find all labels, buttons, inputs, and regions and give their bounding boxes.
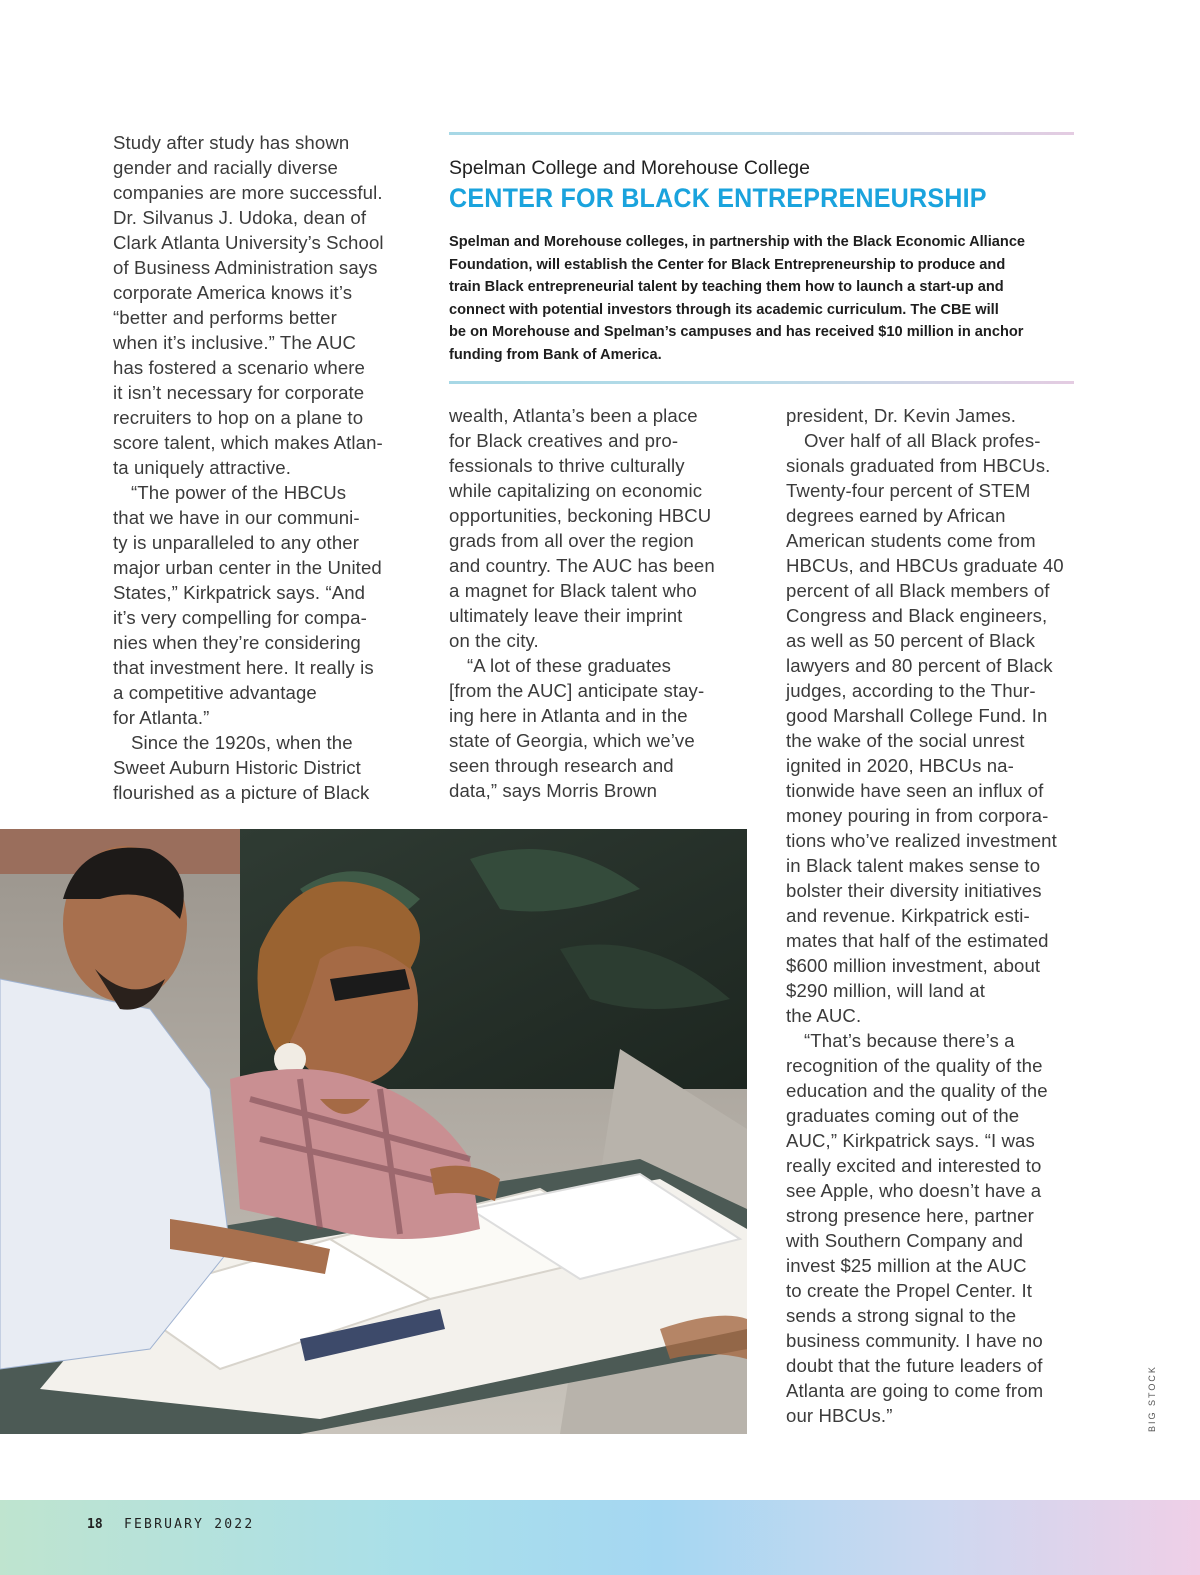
body-line: that investment here. It really is xyxy=(113,657,374,678)
body-line: with Southern Company and xyxy=(786,1230,1024,1251)
body-line: Clark Atlanta University’s School xyxy=(113,232,384,253)
sidebar-top-rule xyxy=(449,132,1074,135)
photo-credit: BIG STOCK xyxy=(1147,1365,1157,1432)
body-line: when it’s inclusive.” The AUC xyxy=(113,332,357,353)
body-line: a magnet for Black talent who xyxy=(449,580,697,601)
body-line: good Marshall College Fund. In xyxy=(786,705,1048,726)
page-number: 18 xyxy=(87,1517,103,1532)
body-line: corporate America knows it’s xyxy=(113,282,353,303)
body-line: degrees earned by African xyxy=(786,505,1006,526)
body-line: on the city. xyxy=(449,630,539,651)
body-line: while capitalizing on economic xyxy=(449,480,703,501)
body-line: to create the Propel Center. It xyxy=(786,1280,1032,1301)
body-line: doubt that the future leaders of xyxy=(786,1355,1043,1376)
sidebar-body xyxy=(449,231,1089,367)
body-line: Atlanta are going to come from xyxy=(786,1380,1044,1401)
body-line: the wake of the social unrest xyxy=(786,730,1025,751)
body-line: Twenty-four percent of STEM xyxy=(786,480,1031,501)
article-column-3 xyxy=(786,403,1091,1428)
students-studying-photo xyxy=(0,829,747,1434)
body-line: percent of all Black members of xyxy=(786,580,1050,601)
sidebar-line: funding from Bank of America. xyxy=(449,346,662,363)
body-line: the AUC. xyxy=(786,1005,862,1026)
body-line: States,” Kirkpatrick says. “And xyxy=(113,582,366,603)
body-line: grads from all over the region xyxy=(449,530,694,551)
body-line: $290 million, will land at xyxy=(786,980,985,1001)
sidebar-line: Spelman and Morehouse colleges, in partnership with the Black Economic Alliance xyxy=(449,234,1026,250)
body-line: ty is unparalleled to any other xyxy=(113,532,359,553)
body-line: American students come from xyxy=(786,530,1036,551)
body-line: bolster their diversity initiatives xyxy=(786,880,1042,901)
body-line: AUC,” Kirkpatrick says. “I was xyxy=(786,1130,1035,1151)
body-line: has fostered a scenario where xyxy=(113,357,365,378)
body-line: that we have in our communi- xyxy=(113,507,360,528)
body-line: companies are more successful. xyxy=(113,182,383,203)
body-line: ta uniquely attractive. xyxy=(113,457,292,478)
body-line: HBCUs, and HBCUs graduate 40 xyxy=(786,555,1064,576)
body-line: tions who’ve realized investment xyxy=(786,830,1057,851)
article-column-2 xyxy=(449,403,749,803)
sidebar-kicker: Spelman College and Morehouse College xyxy=(449,157,810,179)
body-line: opportunities, beckoning HBCU xyxy=(449,505,712,526)
sidebar-line: train Black entrepreneurial talent by teaching them how to launch a start-up and xyxy=(449,279,1004,296)
body-line: data,” says Morris Brown xyxy=(449,780,658,801)
body-line: ignited in 2020, HBCUs na- xyxy=(786,755,1014,776)
body-line: Study after study has shown xyxy=(113,132,350,153)
body-line: education and the quality of the xyxy=(786,1080,1048,1101)
body-line: nies when they’re considering xyxy=(113,632,361,653)
body-line: fessionals to thrive culturally xyxy=(449,455,685,476)
body-line: tionwide have seen an influx of xyxy=(786,780,1044,801)
body-line: score talent, which makes Atlan- xyxy=(113,432,383,453)
body-line: and country. The AUC has been xyxy=(449,555,715,576)
footer-bar xyxy=(0,1500,1200,1575)
body-line: really excited and interested to xyxy=(786,1155,1042,1176)
body-line: recognition of the quality of the xyxy=(786,1055,1043,1076)
body-line: president, Dr. Kevin James. xyxy=(786,405,1017,426)
sidebar-line: be on Morehouse and Spelman’s campuses and has received $10 million in anchor xyxy=(449,324,1024,341)
body-line: “The power of the HBCUs xyxy=(131,482,347,503)
body-line: business community. I have no xyxy=(786,1330,1043,1351)
body-line: lawyers and 80 percent of Black xyxy=(786,655,1053,676)
body-line: mates that half of the estimated xyxy=(786,930,1049,951)
body-line: of Business Administration says xyxy=(113,257,378,278)
body-line: “That’s because there’s a xyxy=(804,1030,1015,1051)
body-line: Sweet Auburn Historic District xyxy=(113,757,361,778)
body-line: for Atlanta.” xyxy=(113,707,210,728)
body-line: Over half of all Black profes- xyxy=(804,430,1041,451)
body-line: “A lot of these graduates xyxy=(467,655,672,676)
body-line: sionals graduated from HBCUs. xyxy=(786,455,1051,476)
body-line: strong presence here, partner xyxy=(786,1205,1034,1226)
body-line: graduates coming out of the xyxy=(786,1105,1020,1126)
body-line: Congress and Black engineers, xyxy=(786,605,1048,626)
body-line: “better and performs better xyxy=(113,307,337,328)
article-column-1 xyxy=(113,130,418,805)
sidebar-title: CENTER FOR BLACK ENTREPRENEURSHIP xyxy=(449,183,987,213)
body-line: a competitive advantage xyxy=(113,682,317,703)
body-line: it isn’t necessary for corporate xyxy=(113,382,365,403)
body-line: state of Georgia, which we’ve xyxy=(449,730,695,751)
body-line: for Black creatives and pro- xyxy=(449,430,679,451)
body-line: and revenue. Kirkpatrick esti- xyxy=(786,905,1030,926)
body-line: wealth, Atlanta’s been a place xyxy=(449,405,698,426)
body-line: Since the 1920s, when the xyxy=(131,732,353,753)
body-line: money pouring in from corpora- xyxy=(786,805,1049,826)
body-line: see Apple, who doesn’t have a xyxy=(786,1180,1042,1201)
body-line: Dr. Silvanus J. Udoka, dean of xyxy=(113,207,367,228)
body-line: invest $25 million at the AUC xyxy=(786,1255,1027,1276)
sidebar-bottom-rule xyxy=(449,381,1074,384)
sidebar-line: Foundation, will establish the Center for Black Entrepreneurship to produce and xyxy=(449,256,1006,273)
body-line: ing here in Atlanta and in the xyxy=(449,705,688,726)
sidebar-line: connect with potential investors through its academic curriculum. The CBE will xyxy=(449,301,999,318)
body-line: as well as 50 percent of Black xyxy=(786,630,1035,651)
body-line: seen through research and xyxy=(449,755,674,776)
body-line: in Black talent makes sense to xyxy=(786,855,1041,876)
body-line: [from the AUC] anticipate stay- xyxy=(449,680,705,701)
body-line: $600 million investment, about xyxy=(786,955,1041,976)
body-line: gender and racially diverse xyxy=(113,157,338,178)
body-line: our HBCUs.” xyxy=(786,1405,893,1426)
body-line: ultimately leave their imprint xyxy=(449,605,683,626)
body-line: recruiters to hop on a plane to xyxy=(113,407,364,428)
body-line: major urban center in the United xyxy=(113,557,382,578)
body-line: flourished as a picture of Black xyxy=(113,782,370,803)
body-line: it’s very compelling for compa- xyxy=(113,607,367,628)
body-line: judges, according to the Thur- xyxy=(786,680,1036,701)
body-line: sends a strong signal to the xyxy=(786,1305,1017,1326)
issue-date: FEBRUARY 2022 xyxy=(124,1517,255,1532)
